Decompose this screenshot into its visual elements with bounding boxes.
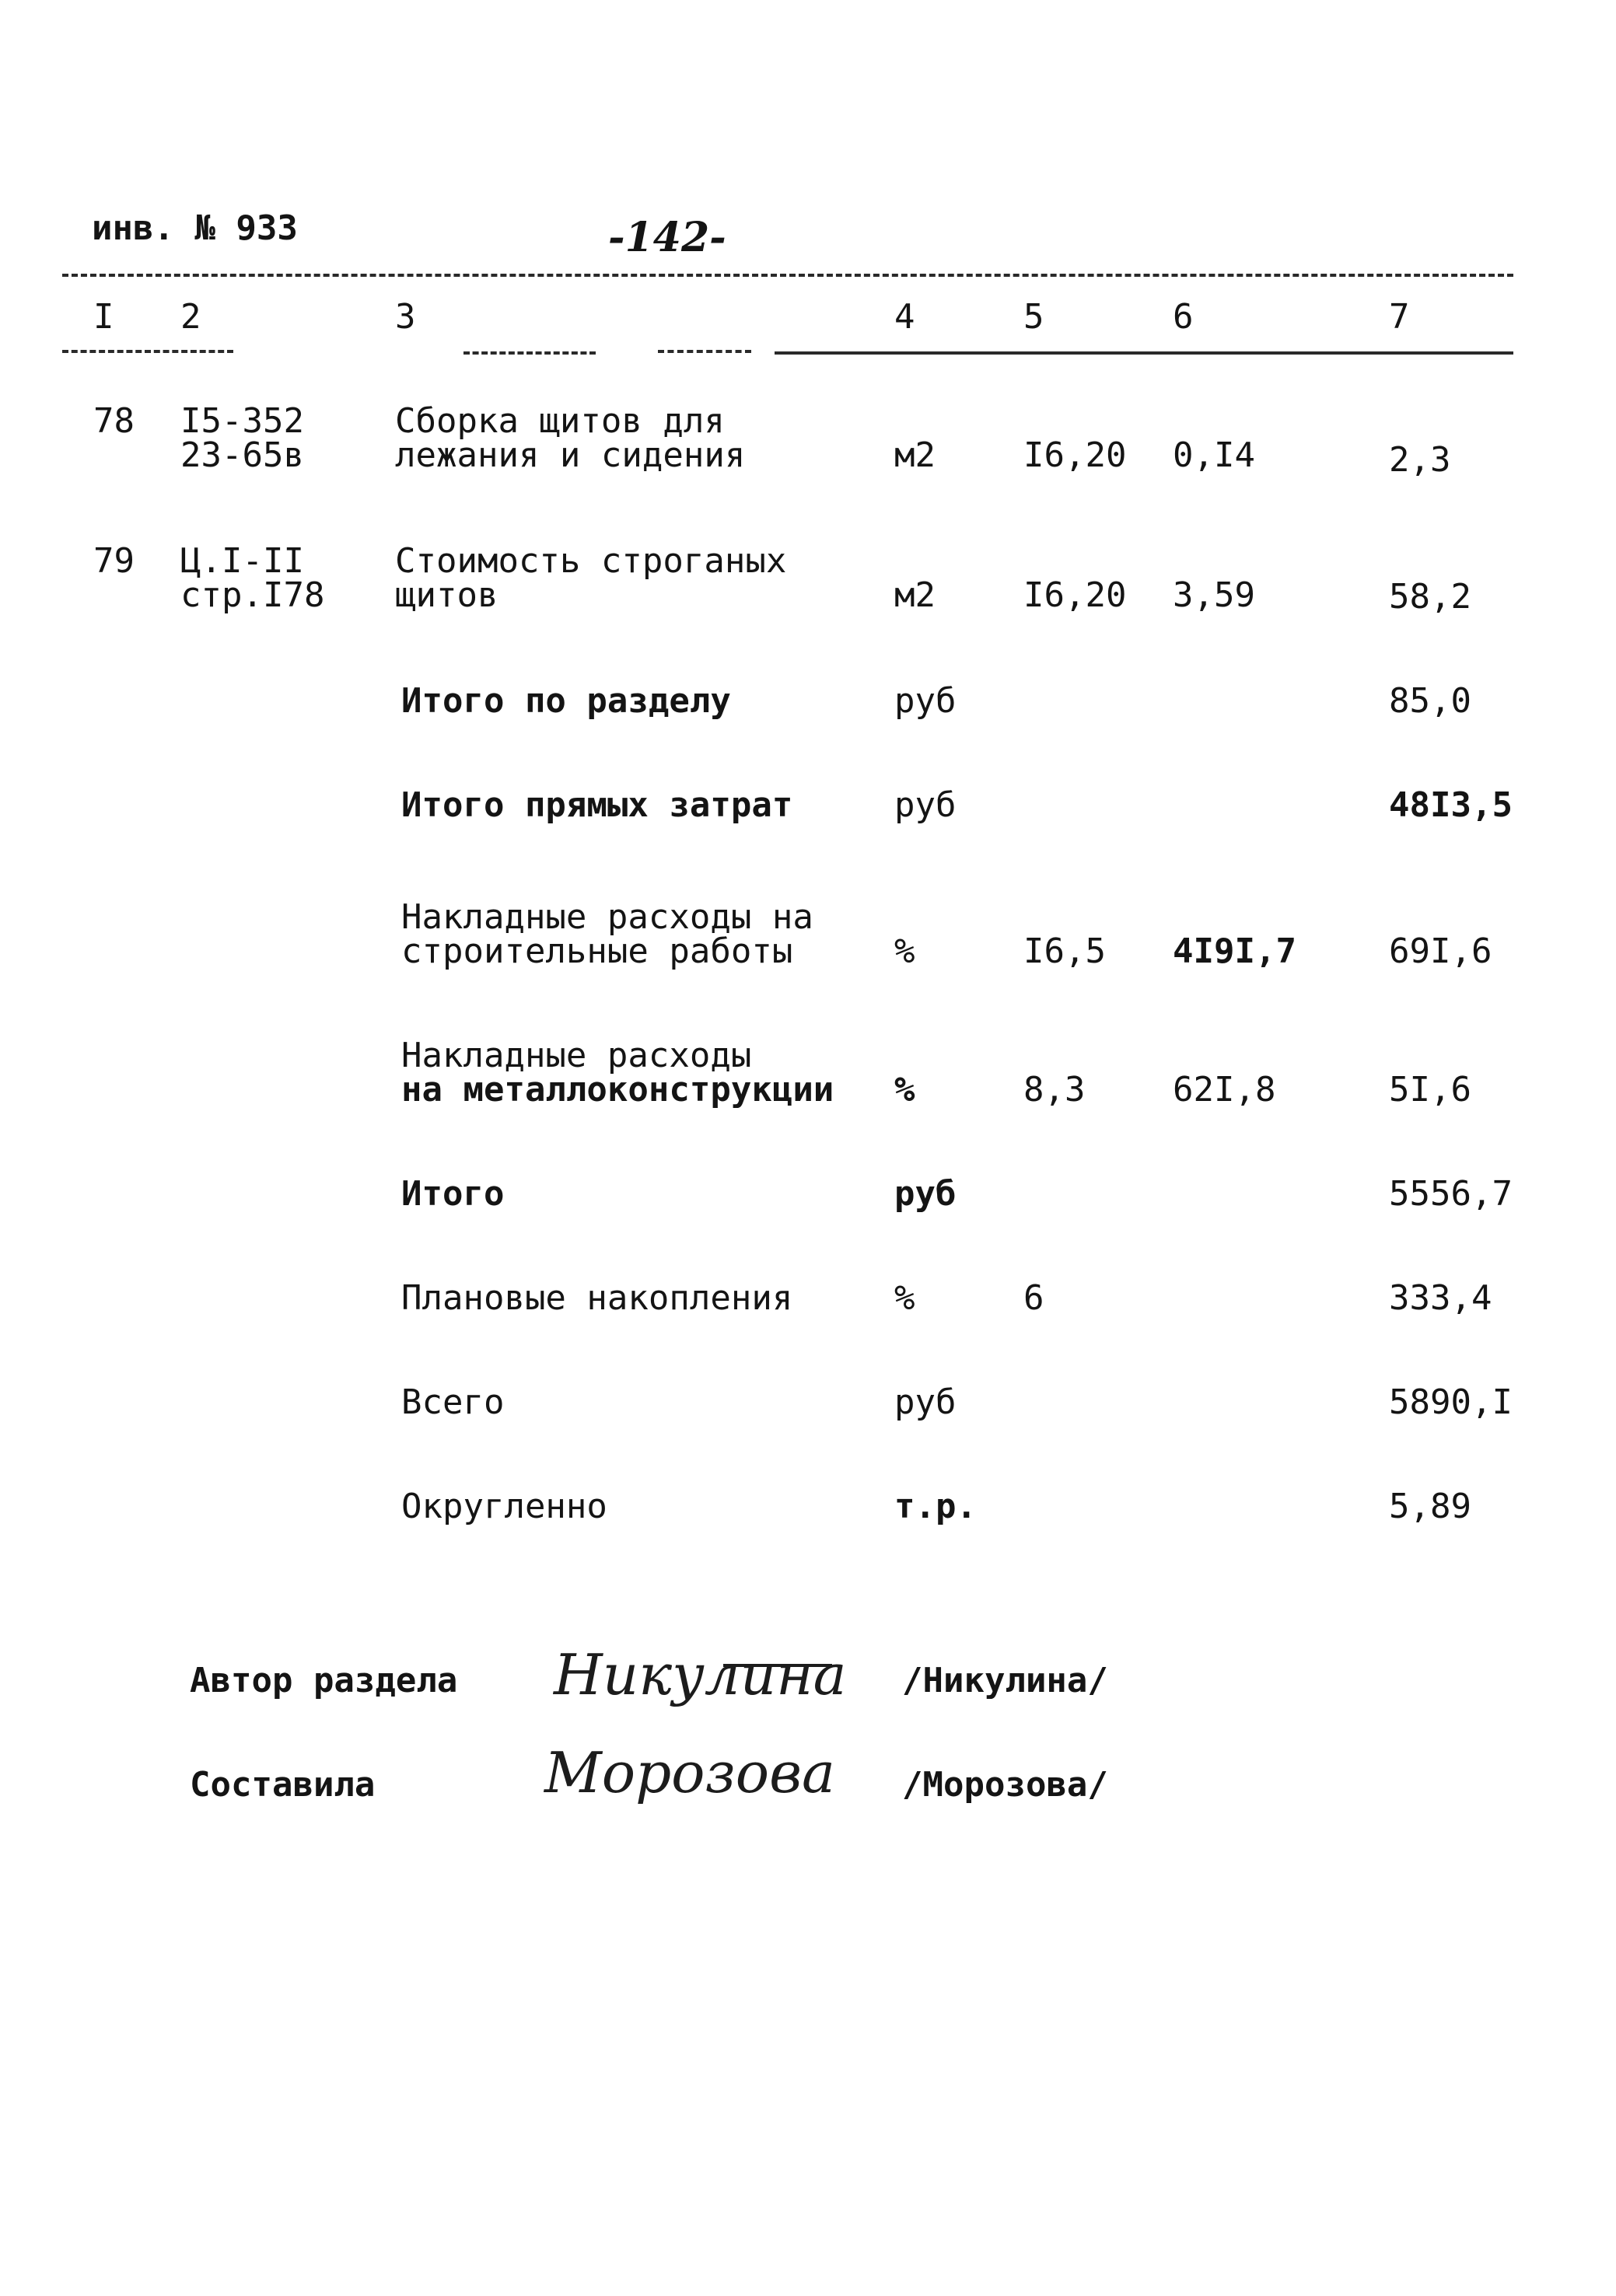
header-rule-top — [62, 274, 1513, 277]
column-header-6: 6 — [1173, 297, 1194, 337]
overhead-metal-desc-2: на металлоконструкции — [401, 1070, 834, 1110]
column-header-3: 3 — [395, 297, 416, 337]
author-role-label: Автор раздела — [190, 1661, 458, 1700]
row-78-desc-2: лежания и сидения — [395, 435, 746, 475]
total-section-desc: Итого по разделу — [401, 681, 731, 721]
planned-savings-unit: % — [894, 1278, 915, 1318]
overhead-metal-desc-1: Накладные расходы — [401, 1036, 752, 1075]
author-signature: Никулина — [554, 1642, 847, 1707]
row-79-col5: I6,20 — [1023, 575, 1127, 615]
row-79-code-2: стр.I78 — [180, 575, 325, 615]
total-section-value: 85,0 — [1389, 681, 1471, 721]
row-79-desc-2: щитов — [395, 575, 498, 615]
row-79-desc-1: Стоимость строганых — [395, 541, 787, 581]
overhead-construction-desc-2: строительные работы — [401, 931, 793, 971]
row-78-unit: м2 — [894, 435, 936, 475]
total-direct-unit: руб — [894, 785, 957, 825]
overhead-construction-base: 4I9I,7 — [1173, 931, 1296, 971]
total-section-unit: руб — [894, 681, 957, 721]
row-78-code-2: 23-65в — [180, 435, 304, 475]
row-79-col6: 3,59 — [1173, 575, 1255, 615]
overhead-metal-rate: 8,3 — [1023, 1070, 1086, 1110]
compiler-role-label: Составила — [190, 1765, 376, 1805]
column-header-4: 4 — [894, 297, 915, 337]
row-78-desc-1: Сборка щитов для — [395, 401, 725, 441]
row-79-unit: м2 — [894, 575, 936, 615]
row-78-code-1: I5-352 — [180, 401, 304, 441]
subtotal-unit: руб — [894, 1174, 957, 1214]
row-79-code-1: Ц.I-II — [180, 541, 304, 581]
author-signature-stroke — [723, 1664, 832, 1667]
overhead-metal-base: 62I,8 — [1173, 1070, 1276, 1110]
row-78-col5: I6,20 — [1023, 435, 1127, 475]
compiler-name: /Морозова/ — [902, 1765, 1108, 1805]
overhead-construction-unit: % — [894, 931, 915, 971]
header-rule-col3b — [658, 350, 751, 353]
column-header-5: 5 — [1023, 297, 1044, 337]
column-header-7: 7 — [1389, 297, 1410, 337]
row-79-col7: 58,2 — [1389, 577, 1471, 617]
column-header-1: I — [93, 297, 114, 337]
page-number: -142- — [608, 214, 726, 261]
planned-savings-value: 333,4 — [1389, 1278, 1492, 1318]
header-rule-col3a — [463, 351, 596, 355]
column-header-2: 2 — [180, 297, 201, 337]
row-79-num: 79 — [93, 541, 135, 581]
overhead-metal-value: 5I,6 — [1389, 1070, 1471, 1110]
overhead-metal-unit: % — [894, 1070, 915, 1110]
grand-total-unit: руб — [894, 1382, 957, 1422]
grand-total-value: 5890,I — [1389, 1382, 1513, 1422]
subtotal-value: 5556,7 — [1389, 1174, 1513, 1214]
subtotal-desc: Итого — [401, 1174, 505, 1214]
planned-savings-desc: Плановые накопления — [401, 1278, 793, 1318]
rounded-unit: т.р. — [894, 1487, 977, 1526]
header-rule-col1 — [62, 350, 233, 353]
rounded-value: 5,89 — [1389, 1487, 1471, 1526]
planned-savings-rate: 6 — [1023, 1278, 1044, 1318]
inventory-number: инв. № 933 — [92, 208, 298, 248]
total-direct-desc: Итого прямых затрат — [401, 785, 793, 825]
rounded-desc: Округленно — [401, 1487, 607, 1526]
overhead-construction-desc-1: Накладные расходы на — [401, 897, 813, 937]
overhead-construction-value: 69I,6 — [1389, 931, 1492, 971]
author-name: /Никулина/ — [902, 1661, 1108, 1700]
grand-total-desc: Всего — [401, 1382, 505, 1422]
overhead-construction-rate: I6,5 — [1023, 931, 1106, 971]
compiler-signature: Морозова — [544, 1740, 835, 1805]
row-78-num: 78 — [93, 401, 135, 441]
total-direct-value: 48I3,5 — [1389, 785, 1513, 825]
row-78-col6: 0,I4 — [1173, 435, 1255, 475]
row-78-col7: 2,3 — [1389, 440, 1451, 480]
header-rule-right — [775, 351, 1513, 355]
